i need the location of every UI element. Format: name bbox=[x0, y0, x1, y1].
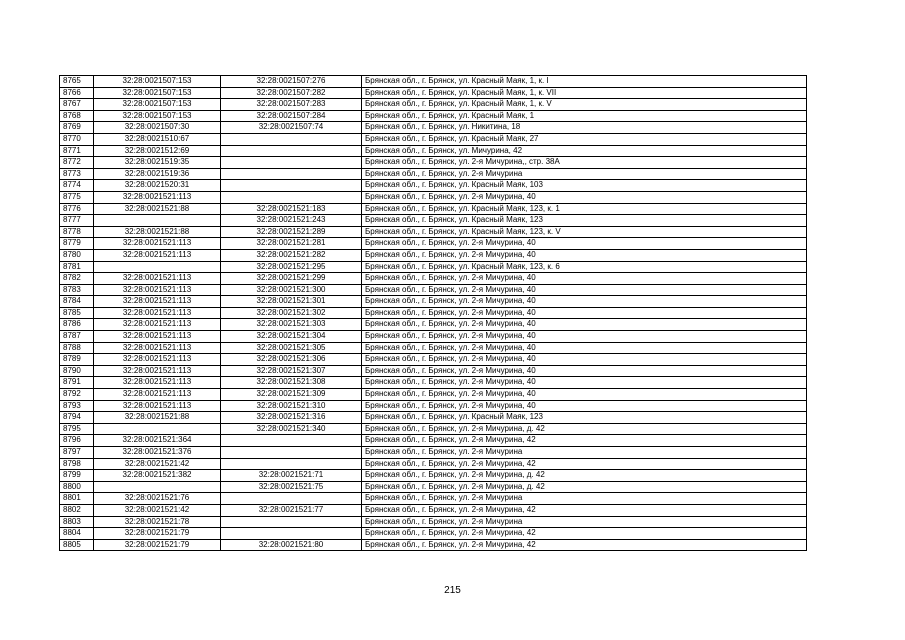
row-number-cell: 8778 bbox=[60, 226, 94, 238]
object-cadastral-number-cell: 32:28:0021521:282 bbox=[221, 249, 362, 261]
row-number-cell: 8794 bbox=[60, 412, 94, 424]
cadastral-number-cell: 32:28:0021521:113 bbox=[94, 331, 221, 343]
address-cell: Брянская обл., г. Брянск, ул. 2-я Мичурина,, стр. 38А bbox=[362, 157, 807, 169]
row-number-cell: 8804 bbox=[60, 528, 94, 540]
table-row bbox=[60, 412, 807, 424]
row-number-cell: 8765 bbox=[60, 76, 94, 88]
row-number-cell: 8771 bbox=[60, 145, 94, 157]
row-number-cell: 8776 bbox=[60, 203, 94, 215]
table-row bbox=[60, 284, 807, 296]
row-number-cell: 8805 bbox=[60, 539, 94, 551]
object-cadastral-number-cell: 32:28:0021521:75 bbox=[221, 481, 362, 493]
cadastral-number-cell: 32:28:0021521:113 bbox=[94, 238, 221, 250]
object-cadastral-number-cell: 32:28:0021521:299 bbox=[221, 273, 362, 285]
table-row bbox=[60, 168, 807, 180]
address-cell: Брянская обл., г. Брянск, ул. Красный Маяк, 123, к. 1 bbox=[362, 203, 807, 215]
table-row bbox=[60, 99, 807, 111]
cadastral-number-cell: 32:28:0021507:153 bbox=[94, 99, 221, 111]
row-number-cell: 8786 bbox=[60, 319, 94, 331]
object-cadastral-number-cell: 32:28:0021521:77 bbox=[221, 504, 362, 516]
cadastral-number-cell: 32:28:0021521:113 bbox=[94, 389, 221, 401]
address-cell: Брянская обл., г. Брянск, ул. Красный Маяк, 123, к. 6 bbox=[362, 261, 807, 273]
cadastral-number-cell: 32:28:0021521:113 bbox=[94, 319, 221, 331]
object-cadastral-number-cell: 32:28:0021521:183 bbox=[221, 203, 362, 215]
row-number-cell: 8785 bbox=[60, 307, 94, 319]
cadastral-number-cell: 32:28:0021521:78 bbox=[94, 516, 221, 528]
object-cadastral-number-cell: 32:28:0021521:306 bbox=[221, 354, 362, 366]
address-cell: Брянская обл., г. Брянск, ул. 2-я Мичурина, д. 42 bbox=[362, 481, 807, 493]
address-cell: Брянская обл., г. Брянск, ул. 2-я Мичурина, 40 bbox=[362, 284, 807, 296]
object-cadastral-number-cell: 32:28:0021521:304 bbox=[221, 331, 362, 343]
address-cell: Брянская обл., г. Брянск, ул. Никитина, 18 bbox=[362, 122, 807, 134]
address-cell: Брянская обл., г. Брянск, ул. Красный Маяк, 1 bbox=[362, 110, 807, 122]
object-cadastral-number-cell: 32:28:0021521:300 bbox=[221, 284, 362, 296]
row-number-cell: 8766 bbox=[60, 87, 94, 99]
row-number-cell: 8767 bbox=[60, 99, 94, 111]
row-number-cell: 8781 bbox=[60, 261, 94, 273]
address-cell: Брянская обл., г. Брянск, ул. 2-я Мичурина, 42 bbox=[362, 528, 807, 540]
object-cadastral-number-cell bbox=[221, 145, 362, 157]
object-cadastral-number-cell: 32:28:0021521:243 bbox=[221, 215, 362, 227]
object-cadastral-number-cell: 32:28:0021521:303 bbox=[221, 319, 362, 331]
object-cadastral-number-cell bbox=[221, 133, 362, 145]
cadastral-number-cell: 32:28:0021520:31 bbox=[94, 180, 221, 192]
object-cadastral-number-cell: 32:28:0021521:80 bbox=[221, 539, 362, 551]
row-number-cell: 8799 bbox=[60, 470, 94, 482]
table-row bbox=[60, 203, 807, 215]
cadastral-number-cell: 32:28:0021507:153 bbox=[94, 87, 221, 99]
table-row bbox=[60, 296, 807, 308]
address-cell: Брянская обл., г. Брянск, ул. 2-я Мичурина, 42 bbox=[362, 539, 807, 551]
object-cadastral-number-cell bbox=[221, 168, 362, 180]
row-number-cell: 8769 bbox=[60, 122, 94, 134]
object-cadastral-number-cell bbox=[221, 493, 362, 505]
row-number-cell: 8787 bbox=[60, 331, 94, 343]
table-row bbox=[60, 249, 807, 261]
object-cadastral-number-cell: 32:28:0021521:340 bbox=[221, 423, 362, 435]
address-cell: Брянская обл., г. Брянск, ул. 2-я Мичурина, д. 42 bbox=[362, 470, 807, 482]
address-cell: Брянская обл., г. Брянск, ул. 2-я Мичурина, 40 bbox=[362, 319, 807, 331]
object-cadastral-number-cell: 32:28:0021507:282 bbox=[221, 87, 362, 99]
object-cadastral-number-cell: 32:28:0021521:302 bbox=[221, 307, 362, 319]
table-row bbox=[60, 87, 807, 99]
table-row bbox=[60, 354, 807, 366]
object-cadastral-number-cell: 32:28:0021521:295 bbox=[221, 261, 362, 273]
address-cell: Брянская обл., г. Брянск, ул. Красный Маяк, 27 bbox=[362, 133, 807, 145]
address-cell: Брянская обл., г. Брянск, ул. Красный Маяк, 103 bbox=[362, 180, 807, 192]
row-number-cell: 8795 bbox=[60, 423, 94, 435]
object-cadastral-number-cell: 32:28:0021521:289 bbox=[221, 226, 362, 238]
table-row bbox=[60, 157, 807, 169]
cadastral-number-cell: 32:28:0021521:88 bbox=[94, 412, 221, 424]
cadastral-number-cell bbox=[94, 481, 221, 493]
row-number-cell: 8784 bbox=[60, 296, 94, 308]
address-cell: Брянская обл., г. Брянск, ул. 2-я Мичурина, 40 bbox=[362, 249, 807, 261]
cadastral-table bbox=[59, 75, 807, 551]
address-cell: Брянская обл., г. Брянск, ул. 2-я Мичурина, 40 bbox=[362, 354, 807, 366]
address-cell: Брянская обл., г. Брянск, ул. 2-я Мичурина, 40 bbox=[362, 400, 807, 412]
cadastral-number-cell: 32:28:0021521:79 bbox=[94, 528, 221, 540]
table-row bbox=[60, 319, 807, 331]
table-row bbox=[60, 528, 807, 540]
table-row bbox=[60, 226, 807, 238]
address-cell: Брянская обл., г. Брянск, ул. 2-я Мичурина, 40 bbox=[362, 365, 807, 377]
cadastral-number-cell: 32:28:0021521:113 bbox=[94, 342, 221, 354]
cadastral-number-cell: 32:28:0021521:113 bbox=[94, 307, 221, 319]
address-cell: Брянская обл., г. Брянск, ул. Красный Маяк, 123 bbox=[362, 412, 807, 424]
row-number-cell: 8768 bbox=[60, 110, 94, 122]
address-cell: Брянская обл., г. Брянск, ул. 2-я Мичурина, 40 bbox=[362, 307, 807, 319]
table-row bbox=[60, 539, 807, 551]
address-cell: Брянская обл., г. Брянск, ул. Красный Маяк, 123, к. V bbox=[362, 226, 807, 238]
row-number-cell: 8775 bbox=[60, 191, 94, 203]
row-number-cell: 8791 bbox=[60, 377, 94, 389]
cadastral-number-cell: 32:28:0021510:67 bbox=[94, 133, 221, 145]
address-cell: Брянская обл., г. Брянск, ул. Мичурина, 42 bbox=[362, 145, 807, 157]
cadastral-number-cell bbox=[94, 215, 221, 227]
address-cell: Брянская обл., г. Брянск, ул. Красный Маяк, 1, к. V bbox=[362, 99, 807, 111]
object-cadastral-number-cell bbox=[221, 435, 362, 447]
row-number-cell: 8792 bbox=[60, 389, 94, 401]
table-row bbox=[60, 145, 807, 157]
object-cadastral-number-cell bbox=[221, 191, 362, 203]
table-row bbox=[60, 470, 807, 482]
table-row bbox=[60, 215, 807, 227]
object-cadastral-number-cell bbox=[221, 528, 362, 540]
table-row bbox=[60, 435, 807, 447]
row-number-cell: 8790 bbox=[60, 365, 94, 377]
address-cell: Брянская обл., г. Брянск, ул. 2-я Мичурина, д. 42 bbox=[362, 423, 807, 435]
object-cadastral-number-cell: 32:28:0021521:310 bbox=[221, 400, 362, 412]
address-cell: Брянская обл., г. Брянск, ул. 2-я Мичурина bbox=[362, 493, 807, 505]
cadastral-number-cell bbox=[94, 423, 221, 435]
object-cadastral-number-cell: 32:28:0021507:283 bbox=[221, 99, 362, 111]
cadastral-number-cell: 32:28:0021521:76 bbox=[94, 493, 221, 505]
table-row bbox=[60, 389, 807, 401]
object-cadastral-number-cell bbox=[221, 180, 362, 192]
row-number-cell: 8802 bbox=[60, 504, 94, 516]
table-row bbox=[60, 400, 807, 412]
cadastral-number-cell: 32:28:0021507:153 bbox=[94, 110, 221, 122]
table-row bbox=[60, 133, 807, 145]
cadastral-number-cell: 32:28:0021521:113 bbox=[94, 249, 221, 261]
cadastral-number-cell: 32:28:0021521:364 bbox=[94, 435, 221, 447]
address-cell: Брянская обл., г. Брянск, ул. 2-я Мичурина bbox=[362, 516, 807, 528]
table-row bbox=[60, 261, 807, 273]
table-row bbox=[60, 238, 807, 250]
row-number-cell: 8803 bbox=[60, 516, 94, 528]
table-row bbox=[60, 423, 807, 435]
address-cell: Брянская обл., г. Брянск, ул. Красный Маяк, 1, к. I bbox=[362, 76, 807, 88]
object-cadastral-number-cell: 32:28:0021521:309 bbox=[221, 389, 362, 401]
row-number-cell: 8788 bbox=[60, 342, 94, 354]
table-body bbox=[60, 76, 807, 551]
cadastral-number-cell: 32:28:0021512:69 bbox=[94, 145, 221, 157]
row-number-cell: 8773 bbox=[60, 168, 94, 180]
table-row bbox=[60, 493, 807, 505]
table-row bbox=[60, 458, 807, 470]
row-number-cell: 8770 bbox=[60, 133, 94, 145]
table-row bbox=[60, 481, 807, 493]
row-number-cell: 8780 bbox=[60, 249, 94, 261]
address-cell: Брянская обл., г. Брянск, ул. 2-я Мичурина, 40 bbox=[362, 331, 807, 343]
object-cadastral-number-cell: 32:28:0021521:316 bbox=[221, 412, 362, 424]
page-number: 215 bbox=[444, 585, 461, 596]
row-number-cell: 8789 bbox=[60, 354, 94, 366]
row-number-cell: 8800 bbox=[60, 481, 94, 493]
cadastral-number-cell: 32:28:0021507:30 bbox=[94, 122, 221, 134]
cadastral-number-cell: 32:28:0021521:382 bbox=[94, 470, 221, 482]
object-cadastral-number-cell: 32:28:0021521:307 bbox=[221, 365, 362, 377]
address-cell: Брянская обл., г. Брянск, ул. Красный Маяк, 123 bbox=[362, 215, 807, 227]
cadastral-number-cell: 32:28:0021521:113 bbox=[94, 354, 221, 366]
cadastral-number-cell: 32:28:0021521:113 bbox=[94, 273, 221, 285]
object-cadastral-number-cell: 32:28:0021507:74 bbox=[221, 122, 362, 134]
table-row bbox=[60, 331, 807, 343]
address-cell: Брянская обл., г. Брянск, ул. 2-я Мичурина bbox=[362, 447, 807, 459]
cadastral-number-cell: 32:28:0021521:88 bbox=[94, 226, 221, 238]
table-row bbox=[60, 342, 807, 354]
row-number-cell: 8774 bbox=[60, 180, 94, 192]
row-number-cell: 8772 bbox=[60, 157, 94, 169]
address-cell: Брянская обл., г. Брянск, ул. 2-я Мичурина bbox=[362, 168, 807, 180]
cadastral-number-cell: 32:28:0021521:88 bbox=[94, 203, 221, 215]
cadastral-number-cell bbox=[94, 261, 221, 273]
object-cadastral-number-cell bbox=[221, 458, 362, 470]
object-cadastral-number-cell bbox=[221, 447, 362, 459]
table-row bbox=[60, 273, 807, 285]
object-cadastral-number-cell: 32:28:0021507:284 bbox=[221, 110, 362, 122]
table-row bbox=[60, 365, 807, 377]
row-number-cell: 8798 bbox=[60, 458, 94, 470]
row-number-cell: 8783 bbox=[60, 284, 94, 296]
row-number-cell: 8796 bbox=[60, 435, 94, 447]
cadastral-number-cell: 32:28:0021521:79 bbox=[94, 539, 221, 551]
cadastral-number-cell: 32:28:0021521:113 bbox=[94, 400, 221, 412]
address-cell: Брянская обл., г. Брянск, ул. 2-я Мичурина, 40 bbox=[362, 238, 807, 250]
address-cell: Брянская обл., г. Брянск, ул. 2-я Мичурина, 42 bbox=[362, 435, 807, 447]
table-row bbox=[60, 447, 807, 459]
address-cell: Брянская обл., г. Брянск, ул. 2-я Мичурина, 40 bbox=[362, 377, 807, 389]
table-row bbox=[60, 76, 807, 88]
object-cadastral-number-cell: 32:28:0021521:301 bbox=[221, 296, 362, 308]
row-number-cell: 8779 bbox=[60, 238, 94, 250]
cadastral-number-cell: 32:28:0021507:153 bbox=[94, 76, 221, 88]
cadastral-number-cell: 32:28:0021519:36 bbox=[94, 168, 221, 180]
row-number-cell: 8782 bbox=[60, 273, 94, 285]
table-row bbox=[60, 504, 807, 516]
row-number-cell: 8793 bbox=[60, 400, 94, 412]
table-row bbox=[60, 377, 807, 389]
cadastral-number-cell: 32:28:0021521:376 bbox=[94, 447, 221, 459]
cadastral-number-cell: 32:28:0021521:113 bbox=[94, 284, 221, 296]
cadastral-number-cell: 32:28:0021519:35 bbox=[94, 157, 221, 169]
cadastral-number-cell: 32:28:0021521:113 bbox=[94, 377, 221, 389]
row-number-cell: 8797 bbox=[60, 447, 94, 459]
address-cell: Брянская обл., г. Брянск, ул. 2-я Мичурина, 40 bbox=[362, 389, 807, 401]
object-cadastral-number-cell: 32:28:0021521:71 bbox=[221, 470, 362, 482]
table-row bbox=[60, 122, 807, 134]
address-cell: Брянская обл., г. Брянск, ул. 2-я Мичурина, 40 bbox=[362, 342, 807, 354]
address-cell: Брянская обл., г. Брянск, ул. 2-я Мичурина, 40 bbox=[362, 191, 807, 203]
address-cell: Брянская обл., г. Брянск, ул. 2-я Мичурина, 40 bbox=[362, 296, 807, 308]
cadastral-number-cell: 32:28:0021521:113 bbox=[94, 365, 221, 377]
cadastral-number-cell: 32:28:0021521:42 bbox=[94, 458, 221, 470]
object-cadastral-number-cell bbox=[221, 157, 362, 169]
cadastral-number-cell: 32:28:0021521:113 bbox=[94, 191, 221, 203]
address-cell: Брянская обл., г. Брянск, ул. Красный Маяк, 1, к. VII bbox=[362, 87, 807, 99]
table-row bbox=[60, 516, 807, 528]
table-row bbox=[60, 191, 807, 203]
cadastral-number-cell: 32:28:0021521:113 bbox=[94, 296, 221, 308]
table-row bbox=[60, 110, 807, 122]
row-number-cell: 8801 bbox=[60, 493, 94, 505]
address-cell: Брянская обл., г. Брянск, ул. 2-я Мичурина, 42 bbox=[362, 504, 807, 516]
object-cadastral-number-cell bbox=[221, 516, 362, 528]
row-number-cell: 8777 bbox=[60, 215, 94, 227]
address-cell: Брянская обл., г. Брянск, ул. 2-я Мичурина, 40 bbox=[362, 273, 807, 285]
object-cadastral-number-cell: 32:28:0021507:276 bbox=[221, 76, 362, 88]
object-cadastral-number-cell: 32:28:0021521:281 bbox=[221, 238, 362, 250]
object-cadastral-number-cell: 32:28:0021521:305 bbox=[221, 342, 362, 354]
object-cadastral-number-cell: 32:28:0021521:308 bbox=[221, 377, 362, 389]
address-cell: Брянская обл., г. Брянск, ул. 2-я Мичурина, 42 bbox=[362, 458, 807, 470]
table-row bbox=[60, 180, 807, 192]
table-row bbox=[60, 307, 807, 319]
cadastral-number-cell: 32:28:0021521:42 bbox=[94, 504, 221, 516]
